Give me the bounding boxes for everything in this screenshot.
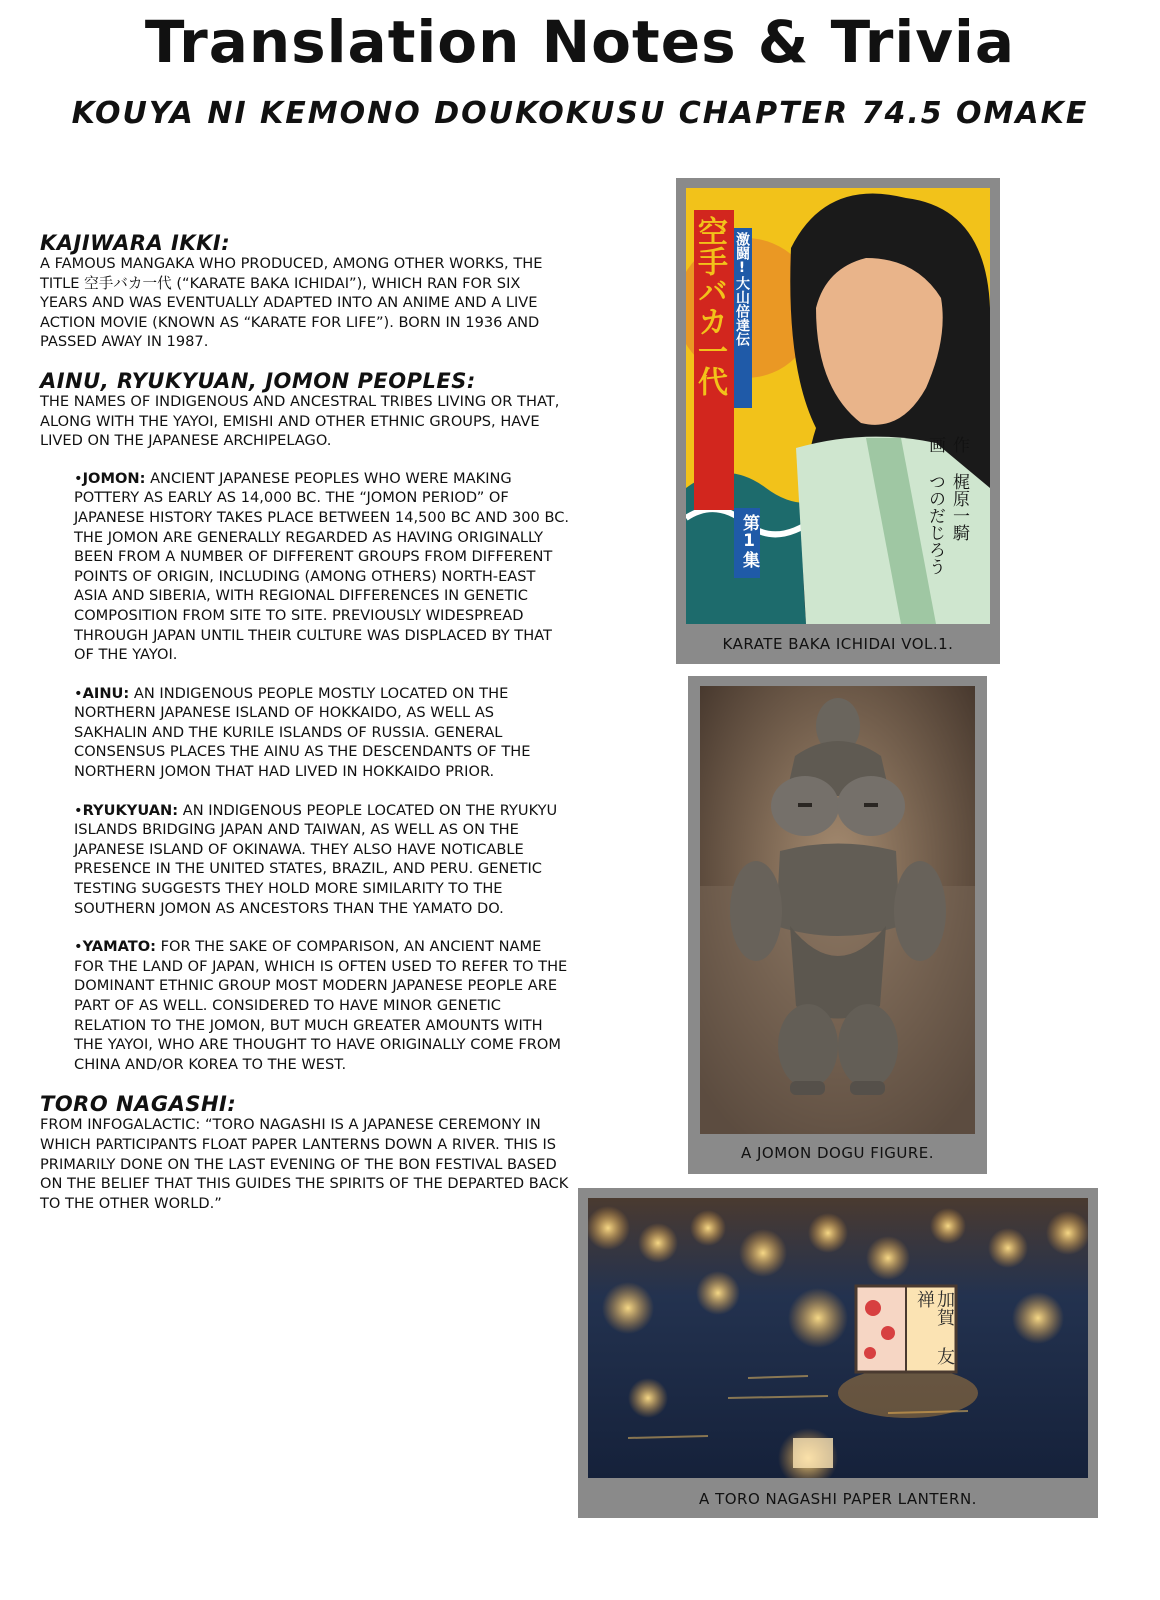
bullet-term: JOMON: [82,469,146,487]
manga-cover-image [686,188,990,624]
dogu-figure-art [700,686,975,1134]
cover-credit-author: 作 梶原一騎 [949,436,969,541]
bullet-text: AN INDIGENOUS PEOPLE LOCATED ON THE RYUKYU ISLANDS BRIDGING JAPAN AND TAIWAN, AS WELL AS ON THE JAPANESE ISLAND OF OKINAWA. THEY ALSO HAVE NOTICABLE PRESENCE IN THE UNITED STATES, BRAZIL, AND PERU. GENETIC TESTING SUGGESTS THEY HOLD MORE SIMILARITY TO THE SOUTHERN JOMON AS ANCESTORS THAN THE YAMATO DO. [74,801,558,917]
bullet-ainu: •AINU: AN INDIGENOUS PEOPLE MOSTLY LOCATED ON THE NORTHERN JAPANESE ISLAND OF HOKKAIDO, AS WELL AS SAKHALIN AND THE KURILE ISLANDS OF RUSSIA. GENERAL CONSENSUS PLACES THE AINU AS THE DESCENDANTS OF THE NORTHERN JOMON THAT HAD LIVED IN HOKKAIDO PRIOR. [74,684,531,781]
bullet-text: ANCIENT JAPANESE PEOPLES WHO WERE MAKING POTTERY AS EARLY AS 14,000 BC. THE “JOMON PERIOD” OF JAPANESE HISTORY TAKES PLACE BETWEEN 14,500 BC AND 300 BC. THE JOMON ARE GENERALLY REGARDED AS HAVING ORIGINALLY BEEN FROM A NUMBER OF DIFFERENT GROUPS FROM DIFFERENT POINTS OF ORIGIN, INCLUDING (AMONG OTHERS) NORTH-EAST ASIA AND SIBERIA, WITH REGIONAL DIFFERENCES IN GENETIC COMPOSITION FROM SITE TO SITE. PREVIOUSLY WIDESPREAD THROUGH JAPAN UNTIL THEIR CULTURE WAS DISPLACED BY THAT OF THE YAYOI. [74,469,570,664]
note-peoples [40,370,570,1074]
bullet-text: FOR THE SAKE OF COMPARISON, AN ANCIENT NAME FOR THE LAND OF JAPAN, WHICH IS OFTEN USED TO REFER TO THE DOMINANT ETHNIC GROUP MOST MODERN JAPANESE PEOPLE ARE PART OF AS WELL. CONSIDERED TO HAVE MINOR GENETIC RELATION TO THE JOMON, BUT MUCH GREATER AMOUNTS WITH THE YAYOI, WHO ARE THOUGHT TO HAVE ORIGINALLY COME FROM CHINA AND/OR KOREA TO THE WEST. [74,938,568,1073]
bullet-jomon: •JOMON: ANCIENT JAPANESE PEOPLES WHO WERE MAKING POTTERY AS EARLY AS 14,000 BC. THE “JOMON PERIOD” OF JAPANESE HISTORY TAKES PLACE BETWEEN 14,500 BC AND 300 BC. THE JOMON ARE GENERALLY REGARDED AS HAVING ORIGINALLY BEEN FROM A NUMBER OF DIFFERENT GROUPS FROM DIFFERENT POINTS OF ORIGIN, INCLUDING (AMONG OTHERS) NORTH-EAST ASIA AND SIBERIA, WITH REGIONAL DIFFERENCES IN GENETIC COMPOSITION FROM SITE TO SITE. PREVIOUSLY WIDESPREAD THROUGH JAPAN UNTIL THEIR CULTURE WAS DISPLACED BY THAT OF THE YAYOI. [74,469,570,664]
lantern-text: 加賀 友禅 [914,1290,955,1365]
note-toro [40,1093,570,1213]
lantern-scene-art [588,1198,1088,1478]
cover-volume: 第1集 [739,514,759,568]
bullet-yamato: •YAMATO: FOR THE SAKE OF COMPARISON, AN ANCIENT NAME FOR THE LAND OF JAPAN, WHICH IS OFTEN USED TO REFER TO THE DOMINANT ETHNIC GROUP MOST MODERN JAPANESE PEOPLE ARE PART OF AS WELL. CONSIDERED TO HAVE MINOR GENETIC RELATION TO THE JOMON, BUT MUCH GREATER AMOUNTS WITH THE YAYOI, WHO ARE THOUGHT TO HAVE ORIGINALLY COME FROM CHINA AND/OR KOREA TO THE WEST. [74,938,568,1073]
note-body: THE NAMES OF INDIGENOUS AND ANCESTRAL TRIBES LIVING OR THAT, ALONG WITH THE YAYOI, EMISHI AND OTHER ETHNIC GROUPS, HAVE LIVED ON THE JAPANESE ARCHIPELAGO. [40,392,560,450]
bullet-ryukyuan: •RYUKYUAN: AN INDIGENOUS PEOPLE LOCATED ON THE RYUKYU ISLANDS BRIDGING JAPAN AND TAIWAN, AS WELL AS ON THE JAPANESE ISLAND OF OKINAWA. THEY ALSO HAVE NOTICABLE PRESENCE IN THE UNITED STATES, BRAZIL, AND PERU. GENETIC TESTING SUGGESTS THEY HOLD MORE SIMILARITY TO THE SOUTHERN JOMON AS ANCESTORS THAN THE YAMATO DO. [74,801,558,917]
figure-karate-cover [676,178,1000,664]
notes-column [40,232,570,1231]
note-body: FROM INFOGALACTIC: “TORO NAGASHI IS A JAPANESE CEREMONY IN WHICH PARTICIPANTS FLOAT PAPER LANTERNS DOWN A RIVER. THIS IS PRIMARILY DONE ON THE LAST EVENING OF THE BON FESTIVAL BASED ON THE BELIEF THAT THIS GUIDES THE SPIRITS OF THE DEPARTED BACK TO THE OTHER WORLD.” [40,1116,569,1212]
bullet-term: YAMATO: [82,938,156,956]
figure-lantern [578,1188,1098,1518]
figure-dogu [688,676,987,1174]
cover-credit-artist: 画 つのだじろう [925,436,945,575]
note-heading: TORO NAGASHI: [40,1092,237,1117]
bullet-term: RYUKYUAN: [82,801,179,819]
cover-subtitle: 激闘!大山倍達伝 [734,232,750,346]
note-body: A FAMOUS MANGAKA WHO PRODUCED, AMONG OTHER WORKS, THE TITLE 空手バカ一代 (“KARATE BAKA ICHIDAI”), WHICH RAN FOR SIX YEARS AND WAS EVENTUALLY ADAPTED INTO AN ANIME AND A LIVE ACTION MOVIE (KNOWN AS “KARATE FOR LIFE”). BORN IN 1936 AND PASSED AWAY IN 1987. [40,255,543,351]
note-heading: KAJIWARA IKKI: [40,231,231,255]
cover-title: 空手バカ一代 [692,216,727,396]
bullet-text: AN INDIGENOUS PEOPLE MOSTLY LOCATED ON THE NORTHERN JAPANESE ISLAND OF HOKKAIDO, AS WELL AS SAKHALIN AND THE KURILE ISLANDS OF RUSSIA. GENERAL CONSENSUS PLACES THE AINU AS THE DESCENDANTS OF THE NORTHERN JOMON THAT HAD LIVED IN HOKKAIDO PRIOR. [74,684,531,781]
figure-caption: A JOMON DOGU FIGURE. [740,1144,935,1162]
bullet-term: AINU: [82,684,130,702]
page-subtitle: KOUYA NI KEMONO DOUKOKUSU CHAPTER 74.5 OMAKE [71,96,1089,131]
lantern-image [588,1198,1088,1478]
figure-caption: KARATE BAKA ICHIDAI VOL.1. [722,635,954,653]
dogu-image [700,686,975,1134]
note-kajiwara [40,232,570,352]
page-title: Translation Notes & Trivia [144,8,1016,76]
note-heading: AINU, RYUKYUAN, JOMON PEOPLES: [40,368,476,393]
figure-caption: A TORO NAGASHI PAPER LANTERN. [699,1490,977,1508]
